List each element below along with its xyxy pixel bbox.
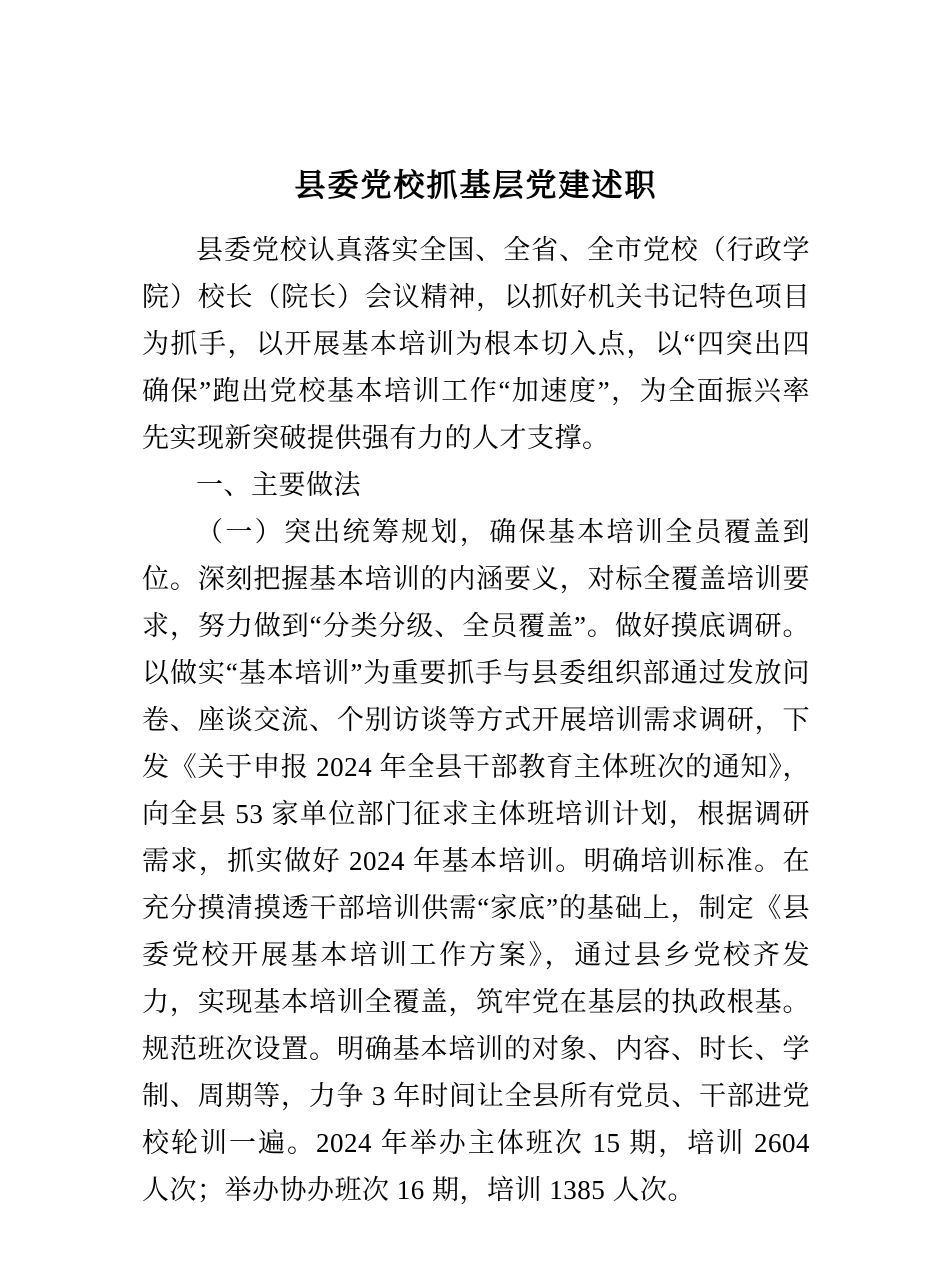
document-title: 县委党校抓基层党建述职 — [294, 168, 658, 203]
section-heading-main-practices: 一、主要做法 — [196, 469, 361, 500]
paragraph-intro: 县委党校认真落实全国、全省、全市党校（行政学院）校长（院长）会议精神，以抓好机关书记特色项目为抓手，以开展基本培训为根本切入点，以“四突出四确保”跑出党校基本培训工作“加速度”，为全面振兴率先实现新突破提供强有力的人才支撑。 — [142, 234, 810, 453]
paragraph-section-one: （一）突出统筹规划，确保基本培训全员覆盖到位。深刻把握基本培训的内涵要义，对标全覆盖培训要求，努力做到“分类分级、全员覆盖”。做好摸底调研。以做实“基本培训”为重要抓手与县委组织部通过发放问卷、座谈交流、个别访谈等方式开展培训需求调研，下发《关于申报 2024 年全县干部教育主体班次的通知》，向全县 53 家单位部门征求主体班培训计划，根据调研需求，抓实做好 2024 年基本培训。明确培训标准。在充分摸清摸透干部培训供需“家底”的基础上，制定《县委党校开展基本培训工作方案》，通过县乡党校齐发力，实现基本培训全覆盖，筑牢党在基层的执政根基。规范班次设置。明确基本培训的对象、内容、时长、学制、周期等，力争 3 年时间让全县所有党员、干部进党校轮训一遍。2024 年举办主体班次 15 期，培训 2604 人次；举办协办班次 16 期，培训 1385 人次。 — [142, 516, 810, 1205]
